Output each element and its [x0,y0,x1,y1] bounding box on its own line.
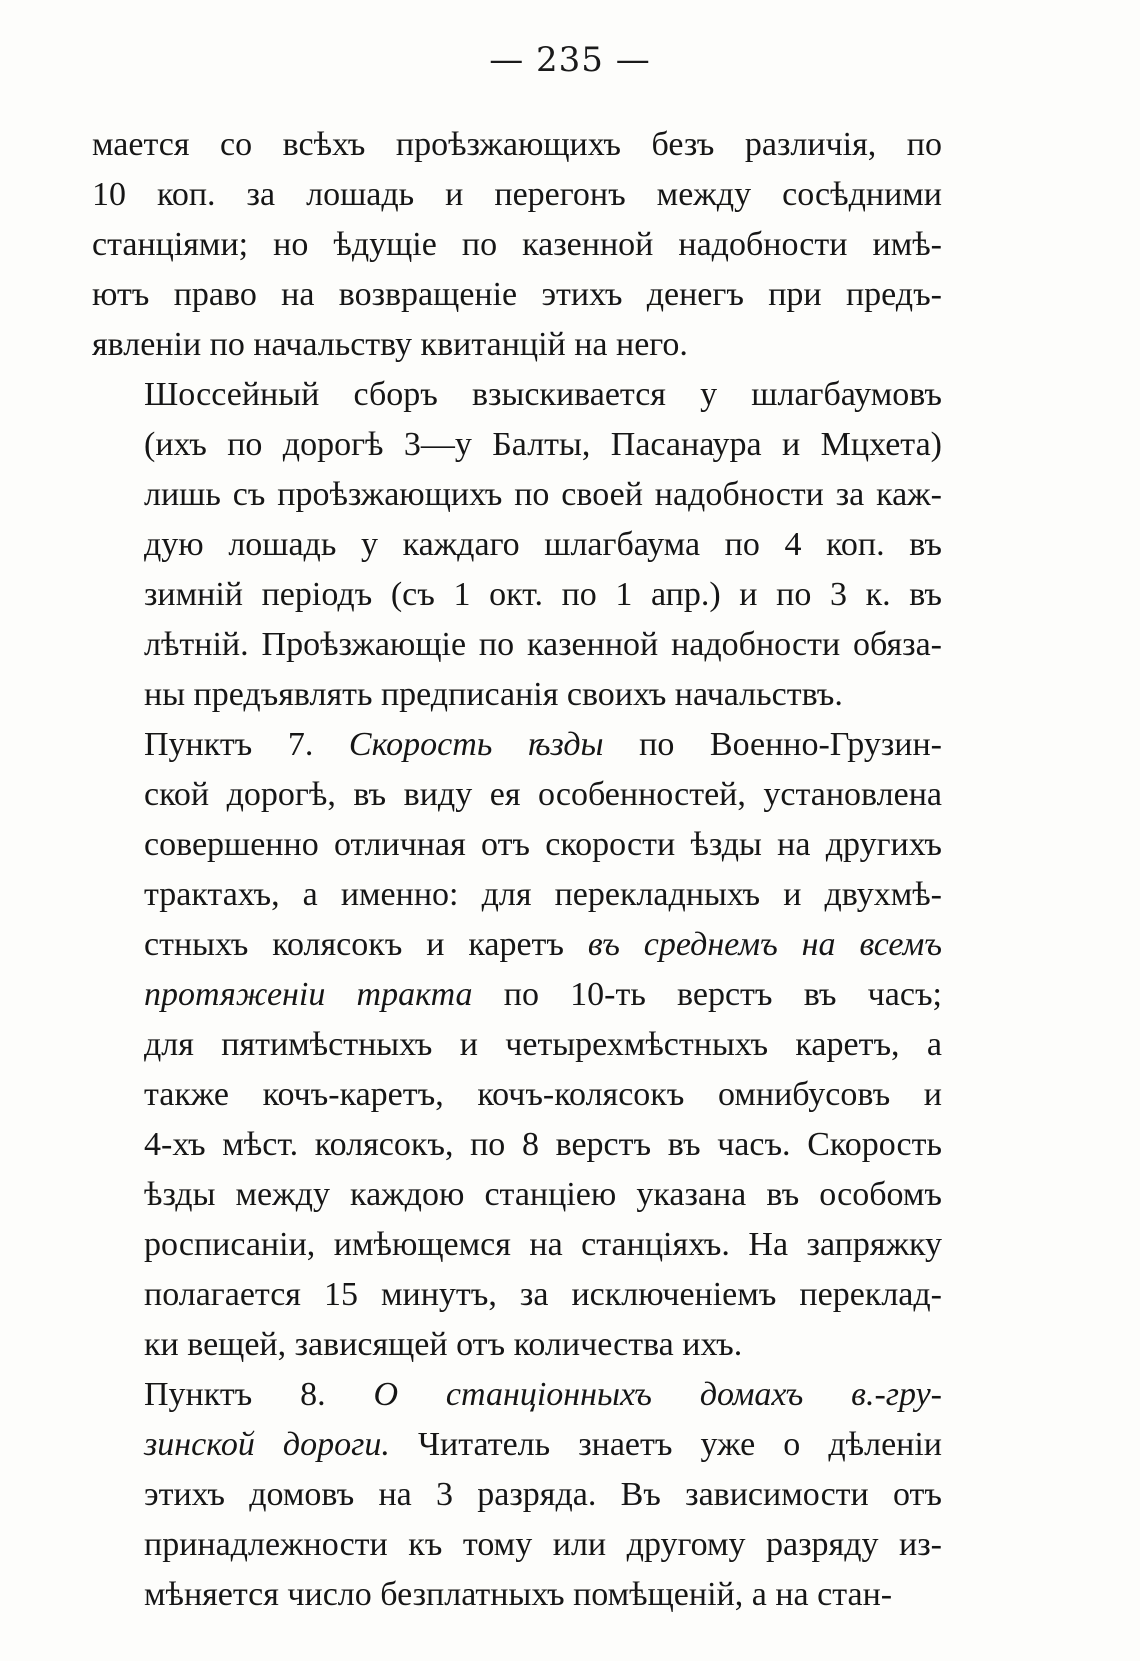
text-line [92,1520,942,1570]
text-segment: Пунктъ 8. [144,1376,374,1413]
text-line [92,1120,942,1170]
text-segment: также кочъ-каретъ, кочъ-колясокъ омнибусовъ и [144,1076,942,1113]
text-line [92,1070,942,1120]
paragraph [92,120,942,370]
text-line [92,220,942,270]
text-line [92,1420,942,1470]
text-segment: мѣняется число безплатныхъ помѣщеній, а на стан- [144,1576,893,1613]
paragraph [92,1370,942,1620]
text-segment: трактахъ, а именно: для перекладныхъ и двухмѣ- [144,876,942,913]
page-number: — 235 — [489,40,651,80]
paragraph [92,720,942,1370]
italic-text: протяженіи тракта [144,976,473,1013]
text-segment: росписаніи, имѣющемся на станціяхъ. На запряжку [144,1226,942,1263]
text-segment: ской дорогѣ, въ виду ея особенностей, установлена [144,776,942,813]
text-segment: Читатель знаетъ уже о дѣленіи [389,1426,942,1463]
text-line [92,1220,942,1270]
text-line [92,1470,942,1520]
text-segment: для пятимѣстныхъ и четырехмѣстныхъ каретъ, а [144,1026,942,1063]
text-segment: зимній періодъ (съ 1 окт. по 1 апр.) и по 3 к. въ [144,576,942,613]
italic-text: О станціонныхъ домахъ в.-гру- [373,1376,942,1413]
text-line [92,920,942,970]
text-line [92,470,942,520]
italic-text: зинской дороги. [144,1426,390,1463]
text-segment: дую лошадь у каждаго шлагбаума по 4 коп. въ [144,526,942,563]
text-line [92,670,942,720]
text-line [92,120,942,170]
text-line [92,520,942,570]
text-line [92,1170,942,1220]
text-segment: этихъ домовъ на 3 разряда. Въ зависимости отъ [144,1476,942,1513]
italic-text: Скорость ѣзды [348,726,604,763]
text-segment: 4-хъ мѣст. колясокъ, по 8 верстъ въ часъ. Скорость [144,1126,942,1163]
text-segment: ны предъявлять предписанія своихъ начальствъ. [144,676,843,713]
text-line [92,1270,942,1320]
text-segment: совершенно отличная отъ скорости ѣзды на другихъ [144,826,942,863]
text-line [92,870,942,920]
text-line [92,820,942,870]
text-segment: явленіи по начальству квитанцій на него. [92,326,688,363]
text-segment: ютъ право на возвращеніе этихъ денегъ при предъ- [92,276,942,313]
text-line [92,770,942,820]
text-segment: 10 коп. за лошадь и перегонъ между сосѣдними [92,176,942,213]
text-segment: по Военно-Грузин- [603,726,942,763]
text-segment: станціями; но ѣдущіе по казенной надобности имѣ- [92,226,942,263]
text-segment: Пунктъ 7. [144,726,349,763]
text-segment: по 10-ть верстъ въ часъ; [472,976,942,1013]
text-segment: (ихъ по дорогѣ 3—у Балты, Пасанаура и Мцхета) [144,426,942,463]
text-segment: лѣтній. Проѣзжающіе по казенной надобности обяза- [144,626,942,663]
text-line [92,420,942,470]
text-line [92,1320,942,1370]
text-line [92,720,942,770]
body-text [92,120,942,1620]
text-segment: стныхъ колясокъ и каретъ [144,926,588,963]
text-segment: принадлежности къ тому или другому разряду из- [144,1526,942,1563]
text-line [92,370,942,420]
text-line [92,1370,942,1420]
text-line [92,970,942,1020]
paragraph [92,370,942,720]
text-line [92,1570,942,1620]
text-segment: лишь съ проѣзжающихъ по своей надобности за каж- [144,476,942,513]
text-segment: ки вещей, зависящей отъ количества ихъ. [144,1326,743,1363]
text-line [92,320,942,370]
text-segment: Шоссейный сборъ взыскивается у шлагбаумовъ [144,376,942,413]
text-segment: мается со всѣхъ проѣзжающихъ безъ различія, по [92,126,942,163]
text-line [92,170,942,220]
text-line [92,270,942,320]
text-line [92,620,942,670]
text-segment: ѣзды между каждою станціею указана въ особомъ [144,1176,942,1213]
text-line [92,570,942,620]
text-line [92,1020,942,1070]
italic-text: въ среднемъ на всемъ [587,926,943,963]
text-segment: полагается 15 минутъ, за исключеніемъ переклад- [144,1276,942,1313]
